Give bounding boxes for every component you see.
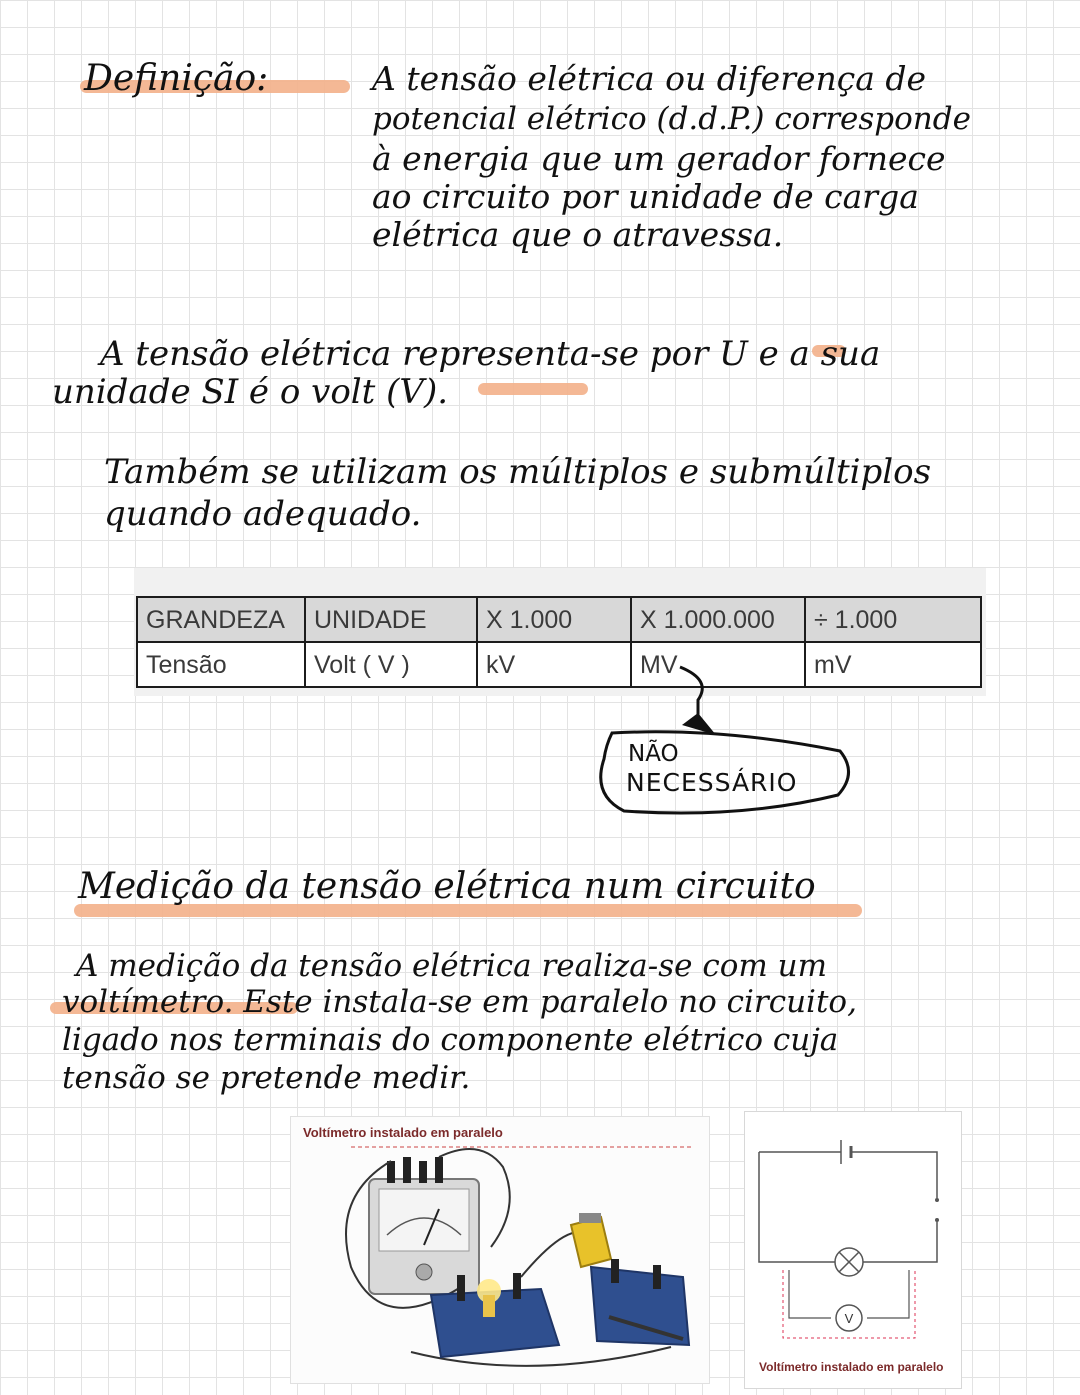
multiples-paragraph-line-1: Também se utilizam os múltiplos e submúltiplos bbox=[104, 452, 932, 492]
diagram-caption: Voltímetro instalado em paralelo bbox=[759, 1360, 944, 1374]
table-cell: kV bbox=[477, 642, 631, 687]
table-cell: Volt ( V ) bbox=[305, 642, 477, 687]
definition-label: Definição: bbox=[84, 58, 269, 99]
section-line-1: A medição da tensão elétrica realiza-se com um bbox=[76, 948, 827, 984]
annotation-necessario: NECESSÁRIO bbox=[626, 768, 798, 797]
section-line-4: tensão se pretende medir. bbox=[62, 1060, 471, 1096]
definition-line-3: à energia que um gerador fornece bbox=[372, 139, 946, 178]
highlight-volt bbox=[478, 383, 588, 395]
definition-line-2: potencial elétrico (d.d.P.) corresponde bbox=[372, 101, 971, 137]
multiples-paragraph-line-2: quando adequado. bbox=[104, 494, 422, 534]
table-header-cell: X 1.000.000 bbox=[631, 597, 805, 642]
photo-caption: Voltímetro instalado em paralelo bbox=[303, 1125, 503, 1140]
voltmeter-photo bbox=[290, 1116, 710, 1384]
table-cell: Tensão bbox=[137, 642, 305, 687]
definition-line-5: elétrica que o atravessa. bbox=[372, 215, 784, 254]
table-cell: mV bbox=[805, 642, 981, 687]
section-title: Medição da tensão elétrica num circuito bbox=[78, 866, 816, 907]
section-line-2: voltímetro. Este instala-se em paralelo no circuito, bbox=[62, 984, 857, 1020]
definition-line-4: ao circuito por unidade de carga bbox=[372, 177, 919, 216]
switch-board bbox=[591, 1259, 689, 1345]
table-header-cell: X 1.000 bbox=[477, 597, 631, 642]
circuit-diagram bbox=[744, 1111, 962, 1389]
table-header-cell: ÷ 1.000 bbox=[805, 597, 981, 642]
switch-symbol bbox=[935, 1198, 939, 1202]
voltmeter-device bbox=[369, 1157, 479, 1294]
voltmeter-symbol-label: V bbox=[844, 1311, 854, 1326]
table-cell: MV bbox=[631, 642, 805, 687]
table-header-cell: UNIDADE bbox=[305, 597, 477, 642]
definition-line-1: A tensão elétrica ou diferença de bbox=[372, 59, 927, 98]
battery bbox=[571, 1213, 611, 1267]
table-header-row bbox=[137, 597, 981, 642]
annotation-nao: NÃO bbox=[628, 741, 679, 767]
section-line-3: ligado nos terminais do componente elétrico cuja bbox=[62, 1022, 839, 1058]
table-header-cell: GRANDEZA bbox=[137, 597, 305, 642]
unit-paragraph-line-2: unidade SI é o volt (V). bbox=[52, 372, 449, 412]
unit-paragraph-line-1: A tensão elétrica representa-se por U e a sua bbox=[100, 334, 881, 374]
